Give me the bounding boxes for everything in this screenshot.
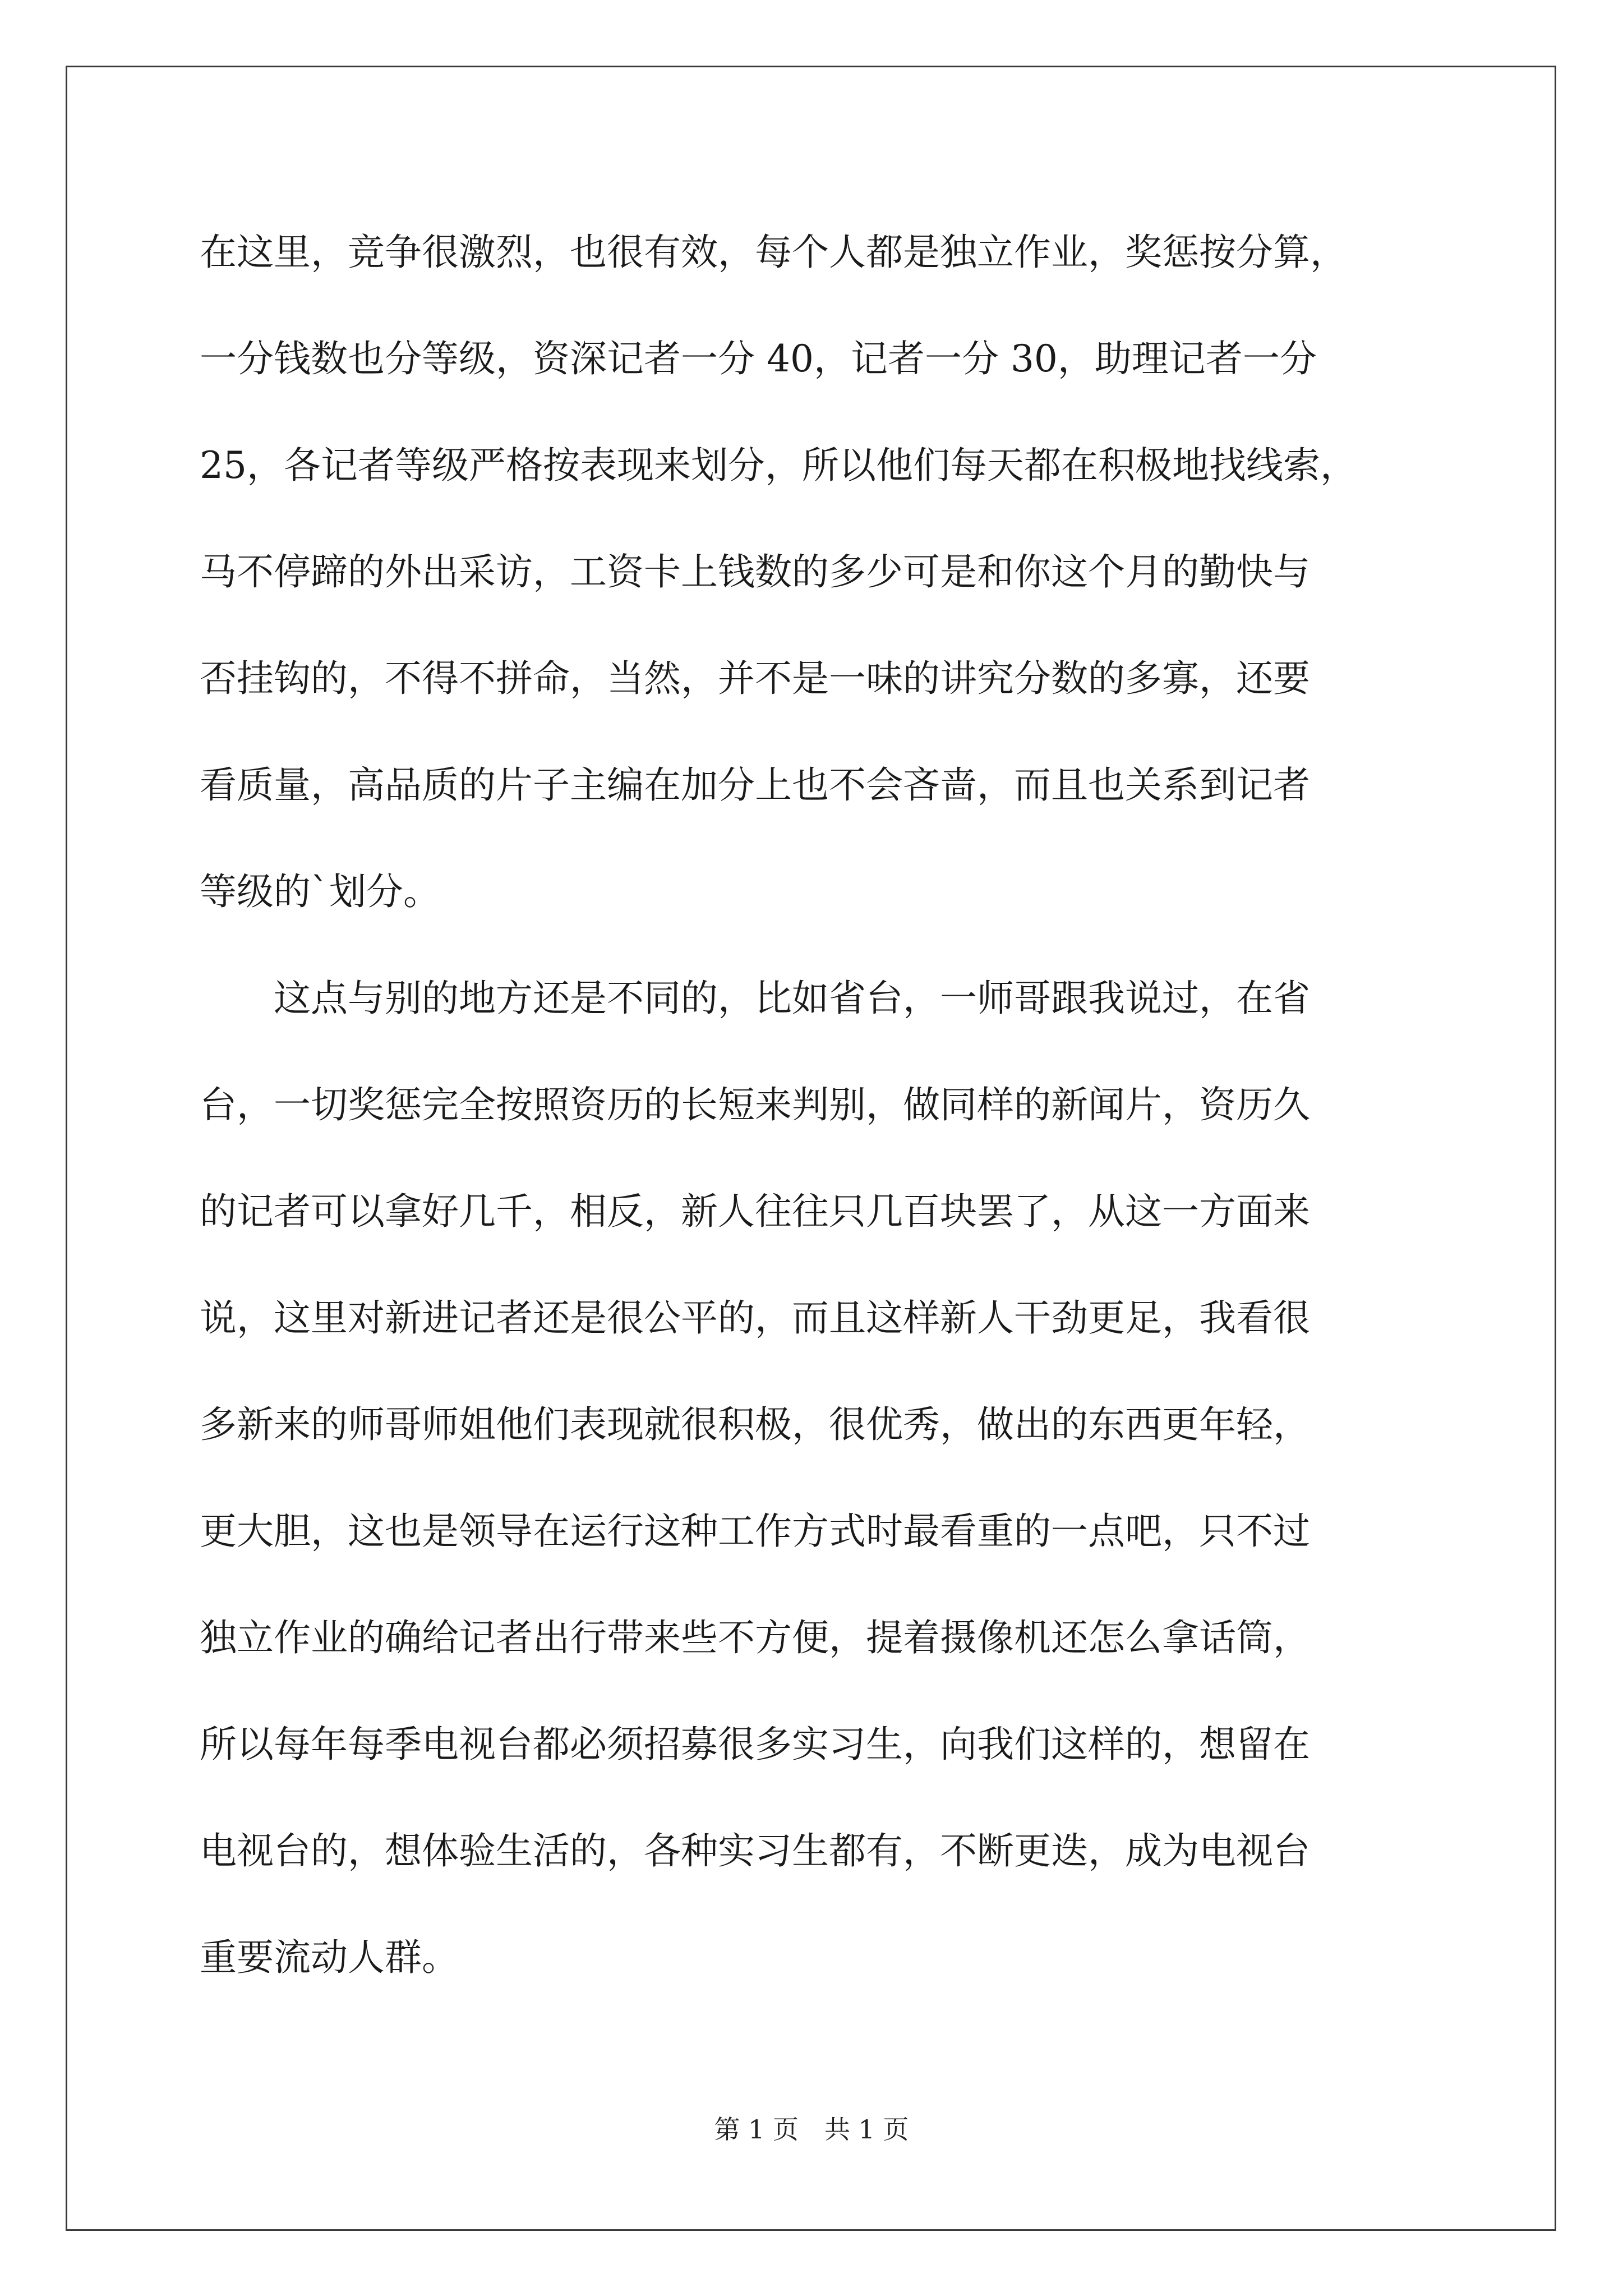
text-line: 更大胆，这也是领导在运行这种工作方式时最看重的一点吧，只不过 (200, 1510, 1310, 1553)
text-line: 否挂钩的，不得不拼命，当然，并不是一味的讲究分数的多寡，还要 (200, 657, 1310, 700)
text-line: 等级的`划分。 (200, 870, 440, 913)
text-line: 重要流动人群。 (200, 1936, 459, 1979)
text-line (200, 2011, 1433, 2118)
document-body (200, 199, 1433, 2118)
paragraph-1 (200, 199, 1433, 945)
text-line: 台，一切奖惩完全按照资历的长短来判别，做同样的新闻片，资历久 (200, 1083, 1310, 1126)
text-line: 在这里，竞争很激烈，也很有效，每个人都是独立作业，奖惩按分算， (200, 231, 1347, 274)
text-line: 看质量，高品质的片子主编在加分上也不会吝啬，而且也关系到记者 (200, 763, 1310, 807)
text-line: 25，各记者等级严格按表现来划分，所以他们每天都在积极地找线索， (200, 444, 1357, 487)
text-line: 多新来的师哥师姐他们表现就很积极，很优秀，做出的东西更年轻， (200, 1403, 1310, 1446)
text-line: 独立作业的确给记者出行带来些不方便，提着摄像机还怎么拿话筒， (200, 1616, 1310, 1659)
text-line: 说，这里对新进记者还是很公平的，而且这样新人干劲更足，我看很 (200, 1296, 1310, 1340)
text-line: 这点与别的地方还是不同的，比如省台，一师哥跟我说过，在省 (200, 977, 1310, 1020)
text-line: 一分钱数也分等级，资深记者一分 40，记者一分 30，助理记者一分 (200, 337, 1317, 380)
text-line: 所以每年每季电视台都必须招募很多实习生，向我们这样的，想留在 (200, 1723, 1310, 1766)
page-number-footer: 第 1 页 共 1 页 (714, 2114, 909, 2145)
text-line: 马不停蹄的外出采访，工资卡上钱数的多少可是和你这个月的勤快与 (200, 550, 1310, 593)
text-line: 的记者可以拿好几千，相反，新人往往只几百块罢了，从这一方面来 (200, 1190, 1310, 1233)
text-line: 电视台的，想体验生活的，各种实习生都有，不断更迭，成为电视台 (200, 1829, 1310, 1872)
paragraph-2 (200, 945, 1433, 2118)
